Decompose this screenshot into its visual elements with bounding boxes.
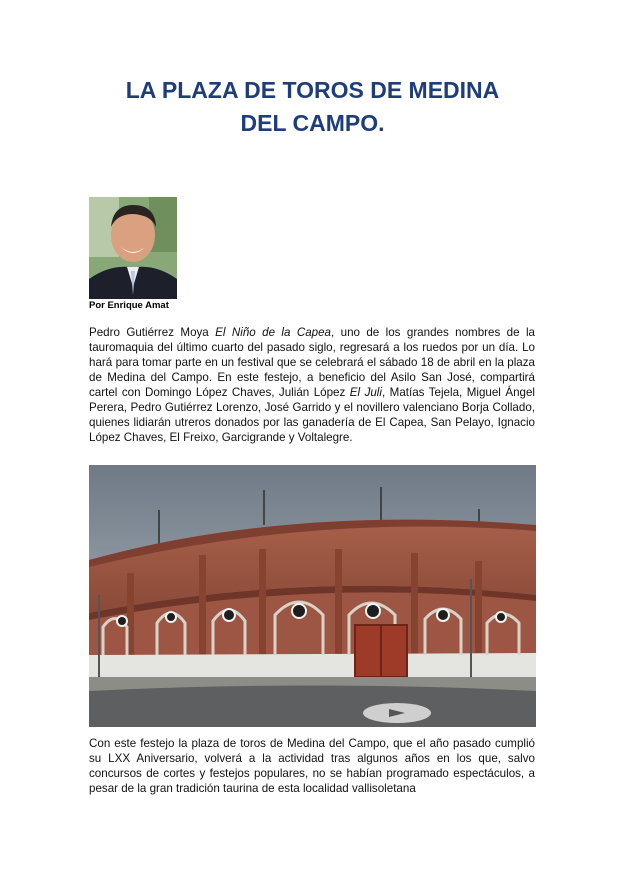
author-photo: [89, 197, 177, 299]
article-paragraph-1: Pedro Gutiérrez Moya El Niño de la Capea, uno de los grandes nombres de la tauromaquia del último cuarto del pasado siglo, regresará a los ruedos por un día. Lo hará para tomar parte en un festival que se celebrará el sábado 18 de abril en la plaza de Medina del Campo. En este festejo, a beneficio del Asilo San José, compartirá cartel con Domingo López Chaves, Julián López El Juli, Matías Tejela, Miguel Ángel Perera, Pedro Gutiérrez Lorenzo, José Garrido y el novillero valenciano Borja Collado, quienes lidiarán utreros donados por las ganadería de El Capea, San Pelayo, Ignacio López Chaves, El Freixo, Garcigrande y Voltalegre.: [89, 326, 535, 444]
title-line-1: LA PLAZA DE TOROS DE MEDINA: [125, 77, 500, 103]
bullring-photo: [89, 465, 536, 727]
author-caption: Por Enrique Amat: [89, 300, 169, 311]
article-paragraph-2: Con este festejo la plaza de toros de Medina del Campo, que el año pasado cumplió su LXX Aniversario, volverá a la actividad tras algunos años en los que, salvo concursos de cortes y festejos populares, no se habían programado espectáculos, a pesar de la gran tradición taurina de esta localidad vallisoletana: [89, 737, 535, 795]
page-title: [60, 74, 565, 140]
title-line-2: DEL CAMPO.: [240, 110, 385, 136]
